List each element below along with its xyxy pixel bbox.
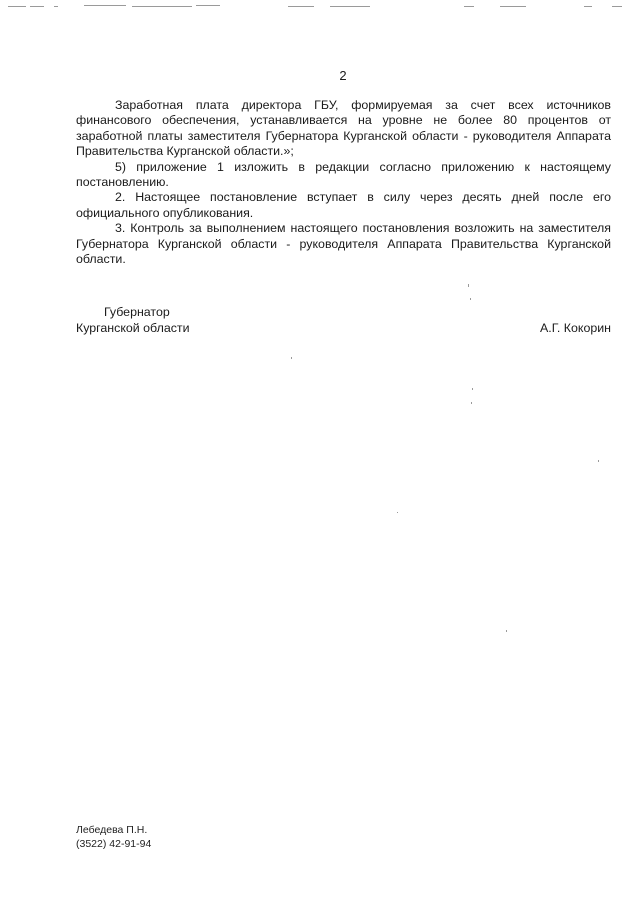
paragraph-salary-director: Заработная плата директора ГБУ, формируемая за счет всех источников финансового обеспечения, устанавливается на уровне не более 80 процентов от заработной платы заместителя Губернатора Курганской области - руководителя Аппарата Правительства Курганской области.»; [76, 98, 611, 159]
paragraph-effective-date: 2. Настоящее постановление вступает в силу через десять дней после его официального опубликования. [76, 190, 611, 220]
executor-phone: (3522) 42-91-94 [76, 837, 152, 850]
document-body [76, 98, 611, 267]
signatory-title-line1: Губернатор [104, 305, 170, 319]
signatory-title-line2: Курганской области [76, 321, 190, 335]
paragraph-control: 3. Контроль за выполнением настоящего постановления возложить на заместителя Губернатора Курганской области - руководителя Аппарата Правительства Курганской области. [76, 221, 611, 267]
executor-block [76, 824, 151, 851]
paragraph-amendment-appendix: 5) приложение 1 изложить в редакции согласно приложению к настоящему постановлению. [76, 159, 611, 190]
signature-block [76, 305, 611, 339]
executor-name: Лебедева П.Н. [76, 824, 148, 836]
page-number: 2 [339, 68, 347, 83]
signatory-name: А.Г. Кокорин [539, 321, 611, 335]
